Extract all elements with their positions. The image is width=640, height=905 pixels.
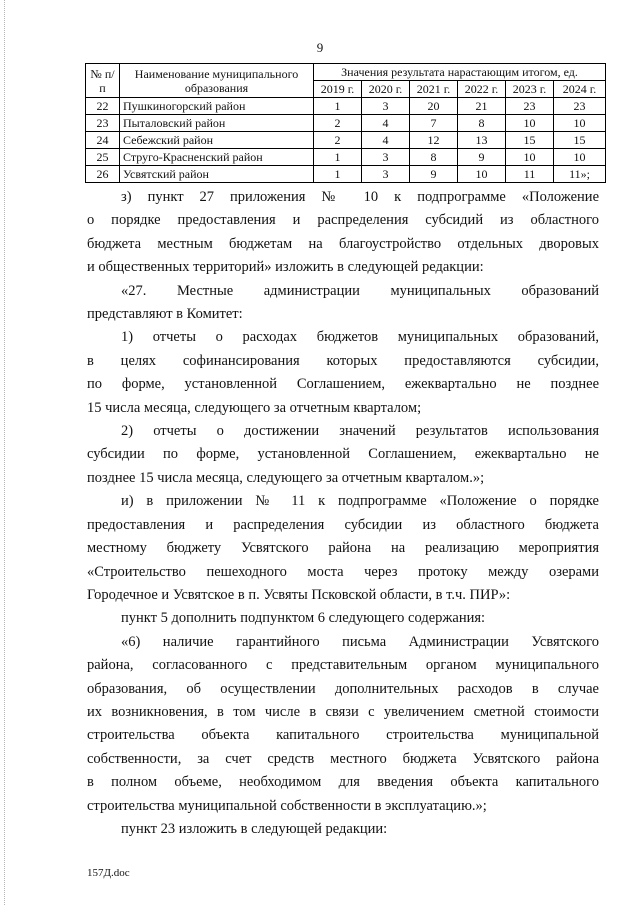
text-line: образования, об осуществлении дополнительных расходов в случае	[87, 680, 599, 697]
result-value: 4	[362, 132, 410, 149]
result-value: 3	[362, 98, 410, 115]
result-value: 15	[554, 132, 606, 149]
text-line: 15 числа месяца, следующего за отчетным кварталом;	[87, 399, 422, 416]
text-line: Городечное и Усвятское в п. Усвяты Псковской области, в т.ч. ПИР»:	[87, 586, 511, 603]
result-value: 20	[410, 98, 458, 115]
municipality-name: Струго-Красненский район	[120, 149, 314, 166]
row-number: 25	[86, 149, 120, 166]
header-municipality-name: Наименование муниципального образования	[120, 64, 314, 98]
result-value: 3	[362, 149, 410, 166]
municipality-name: Пушкиногорский район	[120, 98, 314, 115]
result-value: 1	[314, 149, 362, 166]
text-line: их возникновения, в том числе в связи с увеличением сметной стоимости	[87, 703, 599, 720]
table-row	[86, 115, 606, 132]
row-number: 23	[86, 115, 120, 132]
result-value: 10	[554, 115, 606, 132]
result-value: 15	[506, 132, 554, 149]
row-number: 26	[86, 166, 120, 183]
result-value: 23	[554, 98, 606, 115]
table-row	[86, 132, 606, 149]
page-number: 9	[316, 40, 324, 55]
left-margin-line	[4, 0, 5, 905]
text-line: собственности, за счет средств местного бюджета Усвятского района	[87, 750, 599, 767]
text-line: з) пункт 27 приложения № 10 к подпрограмме «Положение	[121, 189, 599, 205]
municipality-name: Пыталовский район	[120, 115, 314, 132]
text-line: строительства муниципальной собственности в эксплуатацию.»;	[87, 797, 487, 814]
result-value: 8	[410, 149, 458, 166]
text-line: предоставления и распределения субсидии из областного бюджета	[87, 516, 599, 533]
text-line: 1) отчеты о расходах бюджетов муниципальных образований,	[121, 329, 599, 346]
result-value: 11»;	[554, 166, 606, 183]
text-line: «Строительство пешеходного моста через протоку между озерами	[87, 563, 599, 580]
header-year: 2022 г.	[458, 81, 506, 98]
header-year: 2021 г.	[410, 81, 458, 98]
text-line: представляют в Комитет:	[87, 306, 243, 323]
text-line: «6) наличие гарантийного письма Администрации Усвятского	[121, 633, 599, 650]
result-value: 10	[554, 149, 606, 166]
result-value: 7	[410, 115, 458, 132]
text-line: позднее 15 числа месяца, следующего за отчетным кварталом.»;	[87, 469, 485, 486]
result-value: 9	[410, 166, 458, 183]
text-line: о порядке предоставления и распределения субсидий из областного	[87, 212, 599, 229]
row-number: 22	[86, 98, 120, 115]
text-line: и общественных территорий» изложить в следующей редакции:	[87, 259, 484, 276]
result-value: 4	[362, 115, 410, 132]
header-year: 2020 г.	[362, 81, 410, 98]
table-row	[86, 149, 606, 166]
header-number: № п/п	[86, 64, 120, 98]
result-value: 9	[458, 149, 506, 166]
row-number: 24	[86, 132, 120, 149]
result-value: 3	[362, 166, 410, 183]
result-value: 10	[506, 115, 554, 132]
header-year: 2019 г.	[314, 81, 362, 98]
file-name-footer: 157Д.doc	[87, 867, 130, 879]
text-line: «27. Местные администрации муниципальных образований	[121, 282, 599, 299]
header-result-values: Значения результата нарастающим итогом, ед.	[314, 64, 606, 81]
result-value: 10	[458, 166, 506, 183]
municipality-name: Себежский район	[120, 132, 314, 149]
table-row	[86, 166, 606, 183]
text-line: местному бюджету Усвятского района на реализацию мероприятия	[87, 540, 599, 557]
result-value: 10	[506, 149, 554, 166]
table-header-row	[86, 64, 606, 81]
text-line: пункт 5 дополнить подпунктом 6 следующего содержания:	[121, 610, 486, 627]
result-value: 23	[506, 98, 554, 115]
document-body-text	[87, 186, 599, 841]
text-line: в полном объеме, необходимом для введения объекта капитального	[87, 774, 599, 791]
result-value: 12	[410, 132, 458, 149]
text-line: и) в приложении № 11 к подпрограмме «Положение о порядке	[121, 493, 599, 510]
text-line: пункт 23 изложить в следующей редакции:	[121, 820, 388, 837]
table-body	[86, 98, 606, 183]
result-value: 1	[314, 98, 362, 115]
text-line: района, согласованного с представительным органом муниципального	[87, 657, 599, 674]
text-line: по форме, установленной Соглашением, ежеквартально не позднее	[87, 376, 599, 393]
result-value: 11	[506, 166, 554, 183]
text-line: 2) отчеты о достижении значений результатов использования	[121, 423, 599, 440]
header-year: 2023 г.	[506, 81, 554, 98]
text-line: в целях софинансирования которых предоставляются субсидии,	[87, 352, 599, 369]
municipality-name: Усвятский район	[120, 166, 314, 183]
result-value: 2	[314, 115, 362, 132]
text-line: субсидии по форме, установленной Соглашением, ежеквартально не	[87, 446, 599, 463]
header-year: 2024 г.	[554, 81, 606, 98]
table-row	[86, 98, 606, 115]
result-value: 1	[314, 166, 362, 183]
results-table	[85, 63, 606, 183]
text-line: бюджета местным бюджетам на благоустройство отдельных дворовых	[87, 235, 599, 252]
text-line: строительства объекта капитального строительства муниципальной	[87, 727, 599, 744]
result-value: 2	[314, 132, 362, 149]
result-value: 21	[458, 98, 506, 115]
result-value: 13	[458, 132, 506, 149]
result-value: 8	[458, 115, 506, 132]
